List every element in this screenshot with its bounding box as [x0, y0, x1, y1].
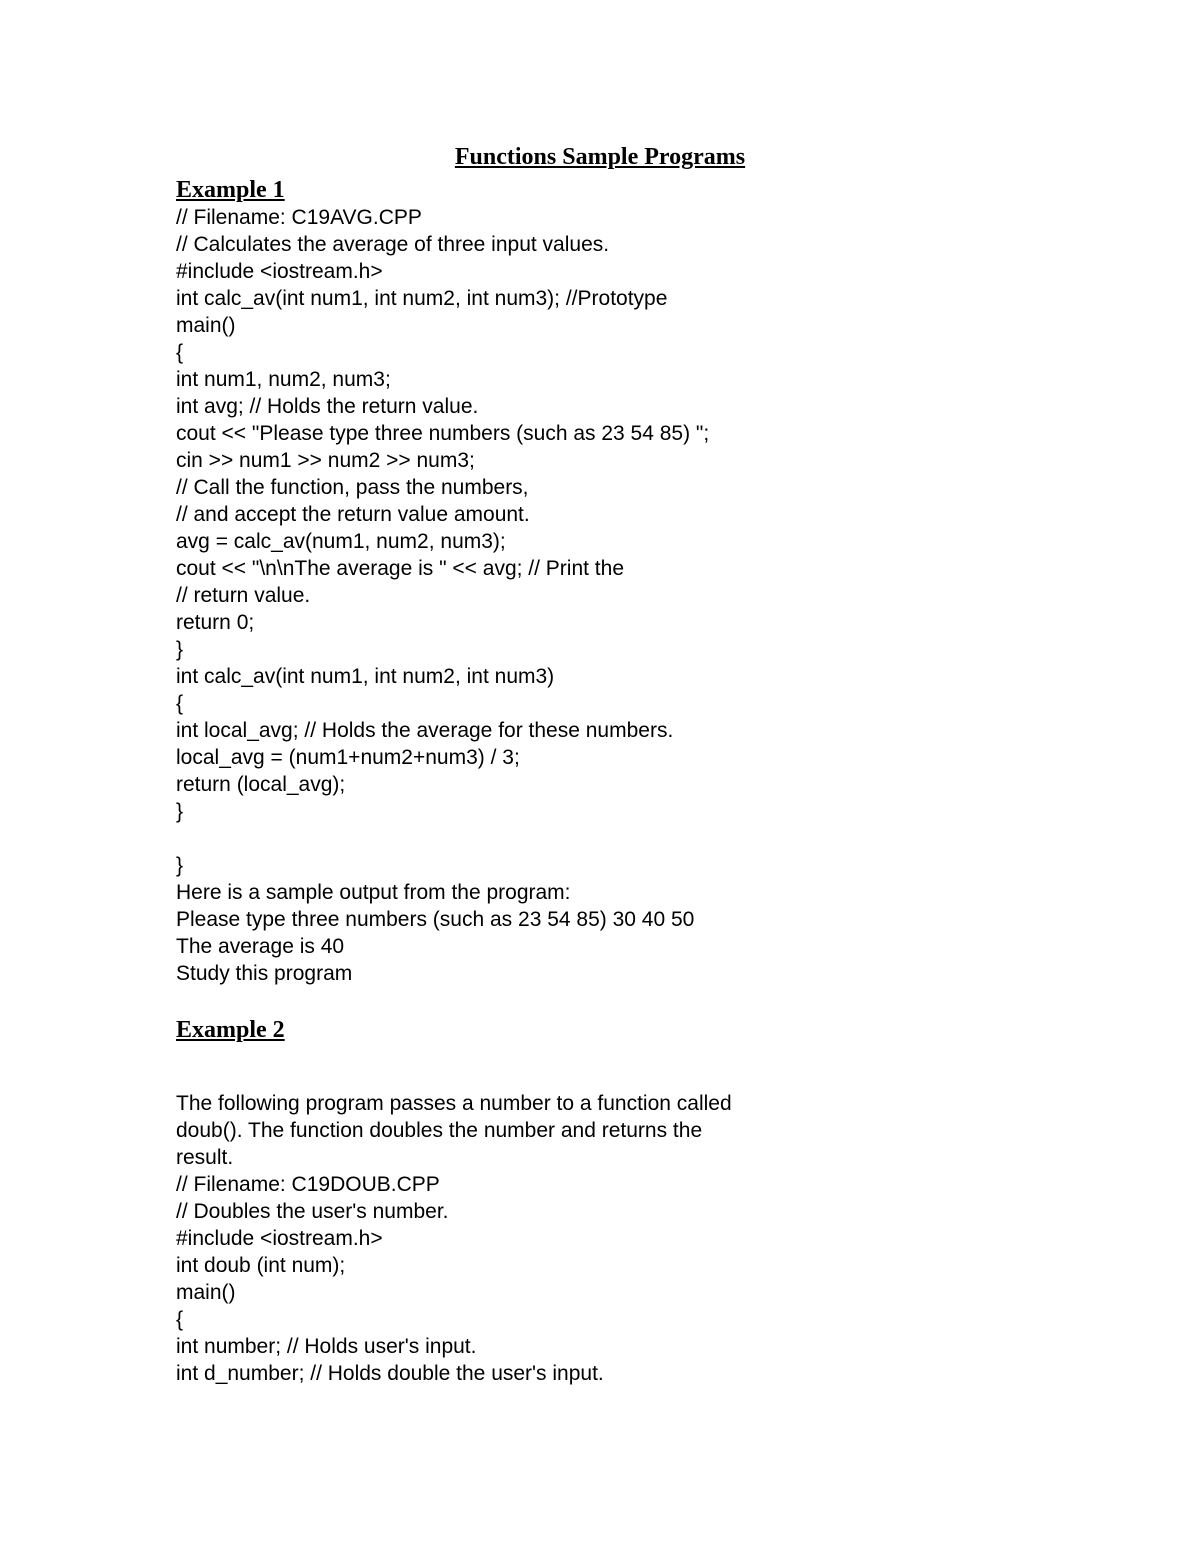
- text-line: }: [176, 638, 184, 661]
- text-line: }: [176, 854, 184, 877]
- text-line: // Call the function, pass the numbers,: [176, 476, 529, 499]
- text-line: Here is a sample output from the program:: [176, 881, 571, 904]
- text-line: {: [176, 341, 184, 364]
- example-2-text: [176, 1090, 1076, 1387]
- text-line: {: [176, 692, 184, 715]
- text-line: Study this program: [176, 962, 353, 985]
- text-line: int calc_av(int num1, int num2, int num3); //Prototype: [176, 287, 668, 310]
- text-line: int avg; // Holds the return value.: [176, 395, 479, 418]
- text-line: The average is 40: [176, 935, 345, 958]
- text-line: main(): [176, 314, 236, 337]
- text-line: return (local_avg);: [176, 773, 346, 796]
- text-line: // return value.: [176, 584, 311, 607]
- text-line: #include <iostream.h>: [176, 260, 383, 283]
- text-line: int local_avg; // Holds the average for these numbers.: [176, 719, 674, 742]
- example-2-heading: Example 2: [176, 1017, 285, 1043]
- text-line: The following program passes a number to a function called: [176, 1092, 732, 1115]
- text-line: int num1, num2, num3;: [176, 368, 391, 391]
- text-line: Please type three numbers (such as 23 54 85) 30 40 50: [176, 908, 695, 931]
- text-line: int number; // Holds user's input.: [176, 1335, 477, 1358]
- text-line: // Doubles the user's number.: [176, 1200, 449, 1223]
- text-line: #include <iostream.h>: [176, 1227, 383, 1250]
- example-1-heading-block: [176, 175, 1076, 205]
- page-title: Functions Sample Programs: [454, 144, 746, 170]
- text-line: // Filename: C19AVG.CPP: [176, 206, 422, 229]
- example-2-heading-block: [176, 1015, 1076, 1045]
- text-line: int d_number; // Holds double the user's input.: [176, 1362, 604, 1385]
- example-1-heading: Example 1: [176, 177, 285, 203]
- text-line: avg = calc_av(num1, num2, num3);: [176, 530, 506, 553]
- text-line: return 0;: [176, 611, 255, 634]
- example-1-code: [176, 204, 1076, 987]
- text-line: cin >> num1 >> num2 >> num3;: [176, 449, 475, 472]
- text-line: main(): [176, 1281, 236, 1304]
- text-line: local_avg = (num1+num2+num3) / 3;: [176, 746, 520, 769]
- text-line: // Calculates the average of three input values.: [176, 233, 610, 256]
- text-line: int calc_av(int num1, int num2, int num3): [176, 665, 555, 688]
- text-line: {: [176, 1308, 184, 1331]
- text-line: }: [176, 800, 184, 823]
- text-line: cout << "Please type three numbers (such as 23 54 85) ";: [176, 422, 710, 445]
- text-line: // and accept the return value amount.: [176, 503, 530, 526]
- text-line: doub(). The function doubles the number and returns the: [176, 1119, 703, 1142]
- text-line: int doub (int num);: [176, 1254, 346, 1277]
- text-line: cout << "\n\nThe average is " << avg; // Print the: [176, 557, 625, 580]
- text-line: [176, 825, 1076, 852]
- text-line: // Filename: C19DOUB.CPP: [176, 1173, 440, 1196]
- text-line: result.: [176, 1146, 234, 1169]
